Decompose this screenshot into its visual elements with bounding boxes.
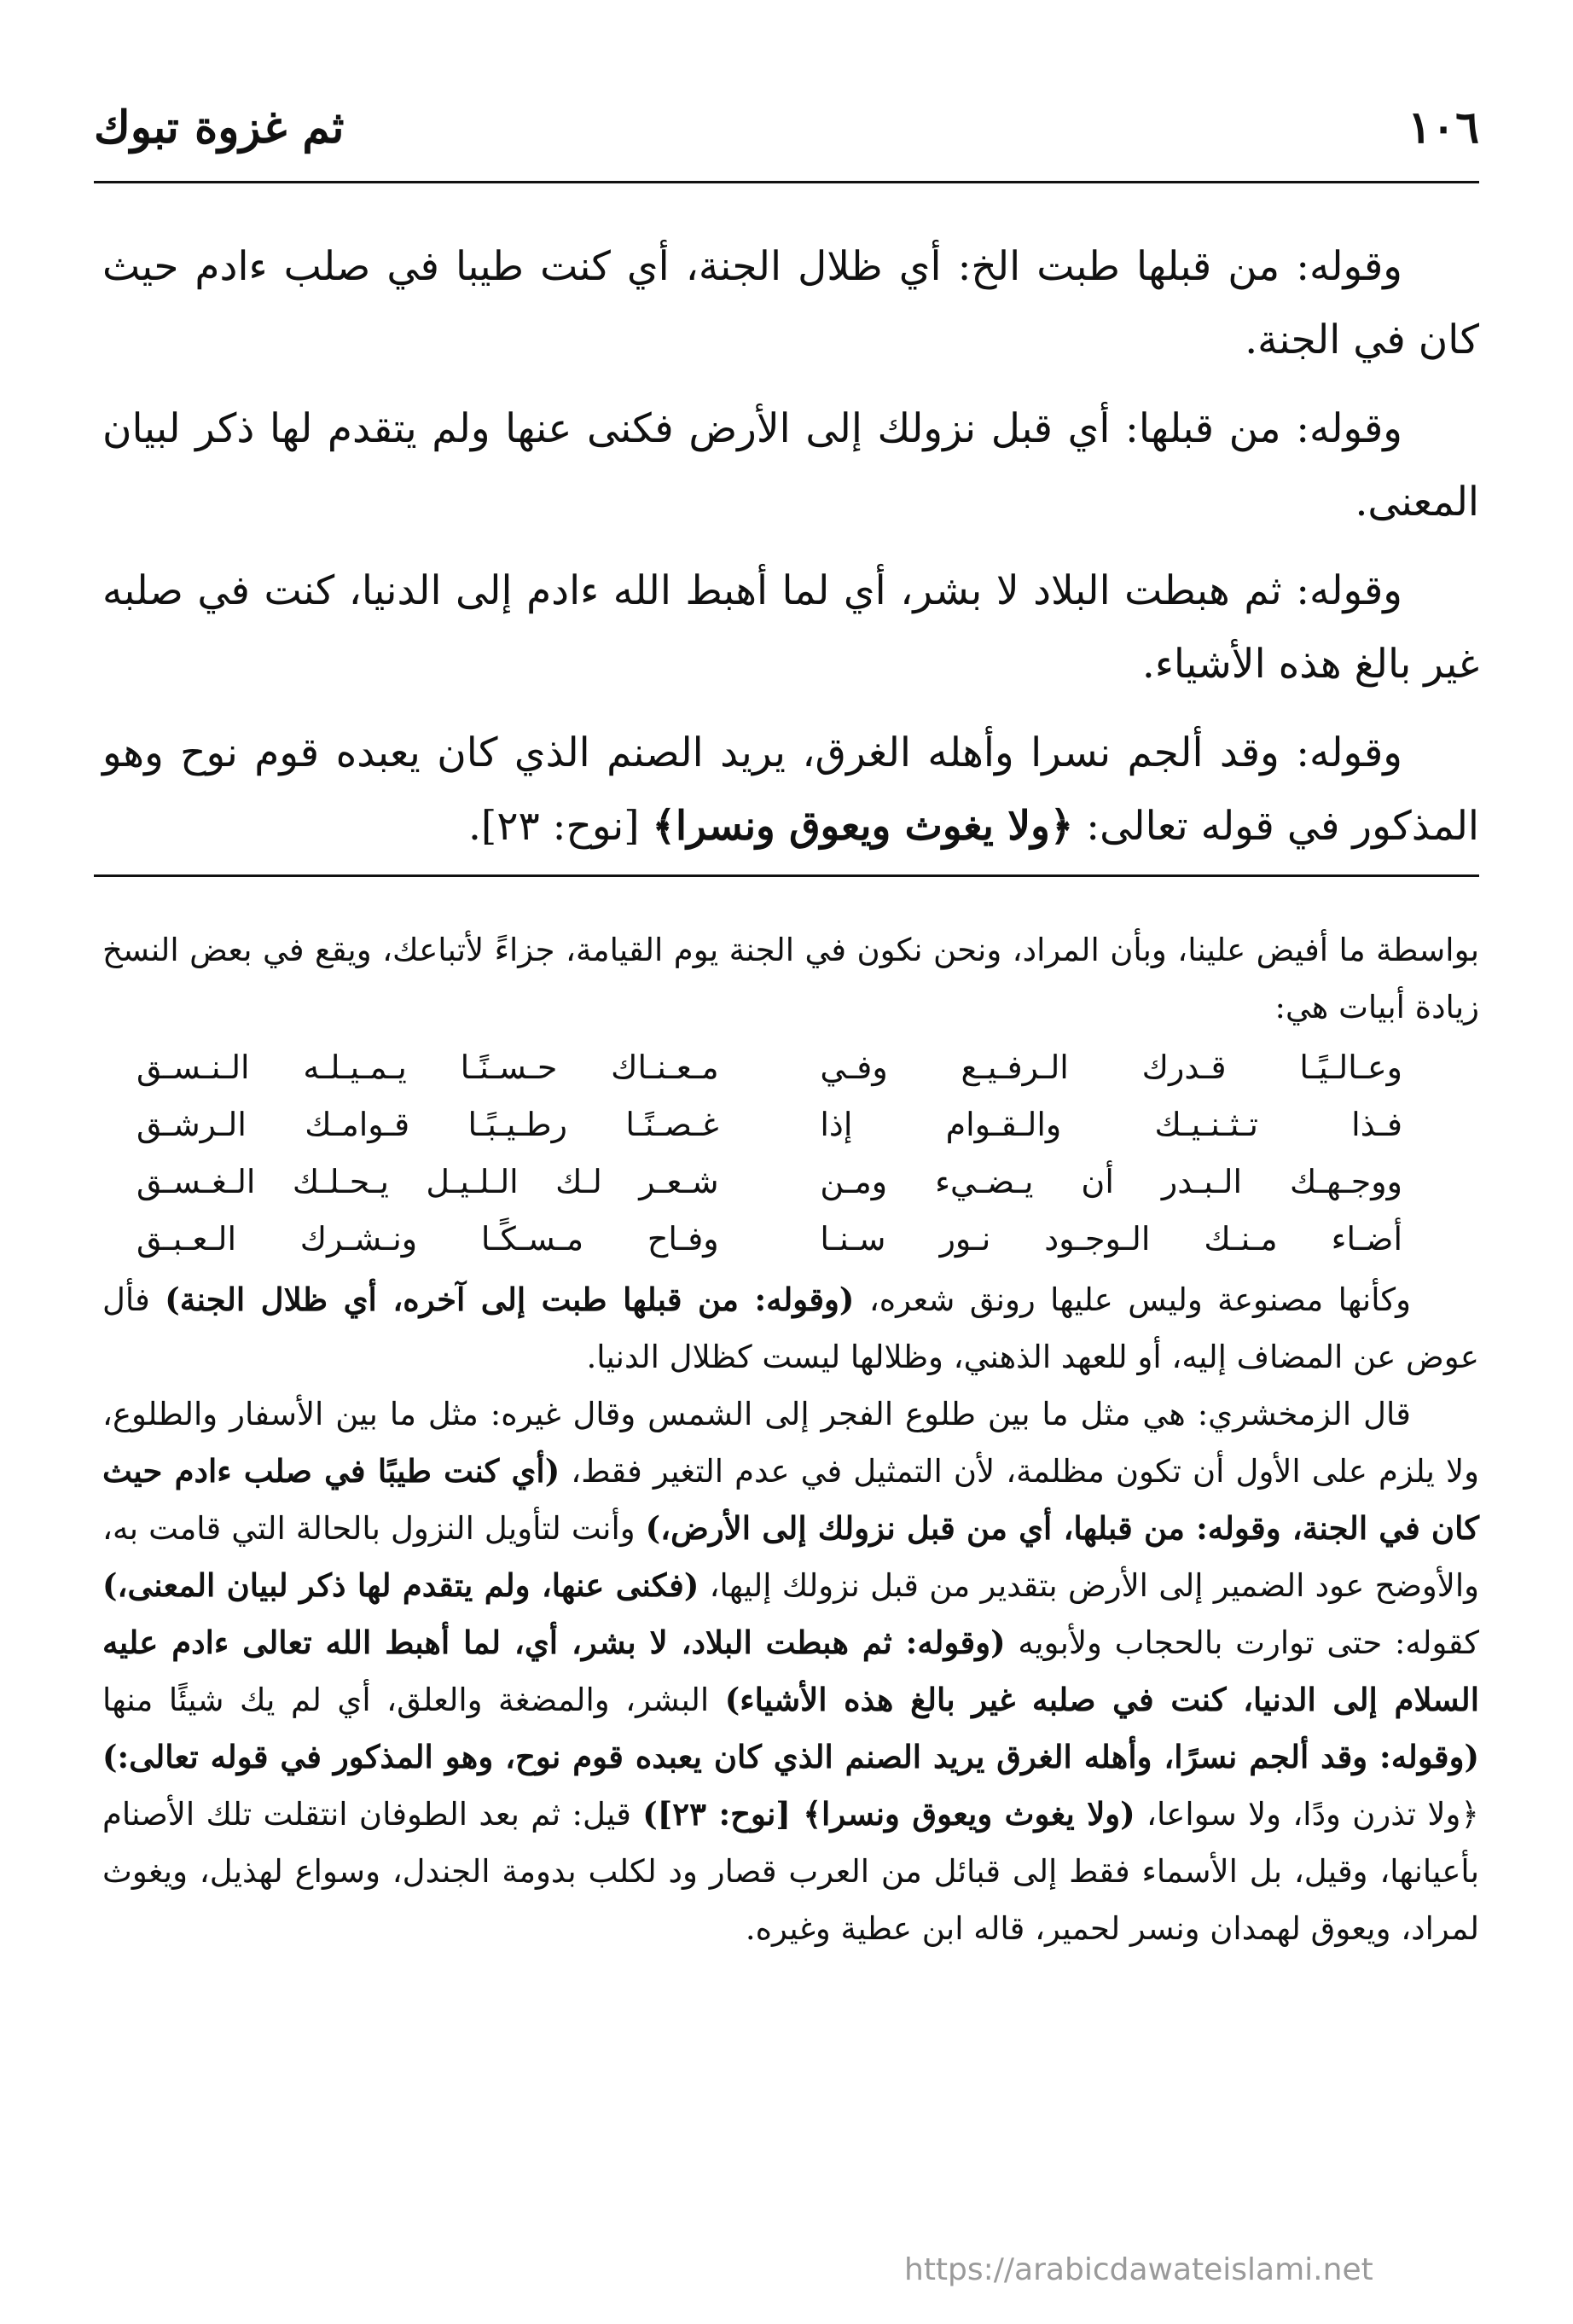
commentary-text: قال الزمخشري: هي مثل ما بين طلوع الفجر إلى الشمس وقال غيره: مثل ما بين الأسفار والطلوع، ولا يلزم على الأول أن تكون مظلمة، لأن التمثيل في عدم التغير فقط، (102, 1396, 1480, 1490)
commentary-paragraph-3 (102, 1386, 1479, 1957)
commentary-text: البشر، والمضغة والعلق، أي لم يك شيئًا منها (102, 1682, 725, 1718)
commentary-intro: بواسطة ما أفيض علينا، وبأن المراد، ونحن نكون في الجنة يوم القيامة، جزاءً لأتباعك، ويقع في بعض النسخ زيادة أبيات هي: (102, 932, 1479, 1025)
main-paragraph-3: وقوله: ثم هبطت البلاد لا بشر، أي لما أهبط الله ءادم إلى الدنيا، كنت في صلبه غير بالغ هذه الأشياء. (102, 567, 1479, 688)
commentary-quote: (وقوله: وقد ألجم نسرًا، وأهله الغرق يريد الصنم الذي كان يعبده قوم نوح، وهو المذكور في قوله تعالى:) (102, 1738, 1479, 1775)
commentary-text: كقوله: حتى توارت بالحجاب ولأبويه (1005, 1624, 1479, 1661)
verse-second-hemistich: شـعـر لـك الـلـيـل يـحـلـك الـغـسـق (136, 1163, 719, 1200)
verse-second-hemistich: وفـاح مـسـكًـا ونـشـرك الـعـبـق (136, 1220, 719, 1258)
verse-first-hemistich: وعـالـيًـا قـدرك الـرفـيـع وفـي (820, 1049, 1402, 1086)
commentary-text: وأنت لتأويل النزول بالحالة التي قامت به، والأوضح عود الضمير إلى الأرض بتقدير من قبل نزولك إليها، (102, 1510, 1479, 1604)
page-number: ١٠٦ (1408, 102, 1479, 154)
verse-second-hemistich: مـعـنـاك حـسـنًـا يـمـيـلـه الـنـسـق (136, 1049, 719, 1086)
verse-first-hemistich: ووجـهـك الـبـدر أن يـضـيء ومـن (820, 1163, 1402, 1200)
main-paragraph-4-text: وقوله: وقد ألجم نسرا وأهله الغرق، يريد الصنم الذي كان يعبده قوم نوح وهو المذكور في قوله تعالى: (102, 729, 1479, 850)
page-header (94, 94, 1479, 171)
header-rule (94, 181, 1479, 183)
commentary-quote: (ولا يغوث ويعوق ونسرا﴾ [نوح: ٢٣]) (642, 1795, 1135, 1833)
commentary-quote: (أي كنت طيبًا في صلب ءادم حيث كان في الجنة، وقوله: من قبلها، أي من قبل نزولك إلى الأرض،) (102, 1452, 1479, 1547)
verse-line (136, 1211, 1402, 1268)
watermark-url: https://arabicdawateislami.net (904, 2252, 1373, 2287)
verse-second-hemistich: غـصـنًـا رطـيـبًـا قـوامـك الـرشـق (136, 1106, 719, 1143)
commentary-text: ﴿ولا تذرن ودًا، ولا سواعا، (1135, 1796, 1479, 1833)
verse-line (136, 1096, 1402, 1153)
main-paragraph-2: وقوله: من قبلها: أي قبل نزولك إلى الأرض فكنى عنها ولم يتقدم لها ذكر لبيان المعنى. (102, 405, 1479, 526)
verse-first-hemistich: فـذا تـثـنـيـك والـقـوام إذا (820, 1106, 1402, 1143)
main-paragraph-4 (102, 717, 1479, 863)
main-paragraph-1: وقوله: من قبلها طبت الخ: أي ظلال الجنة، أي كنت طيبا في صلب ءادم حيث كان في الجنة. (102, 243, 1479, 363)
main-text (102, 230, 1479, 879)
quran-verse: ﴿ولا يغوث ويعوق ونسرا﴾ (652, 803, 1074, 850)
commentary (102, 921, 1479, 1957)
commentary-quote: (فكنى عنها، ولم يتقدم لها ذكر لبيان المعنى،) (102, 1566, 699, 1604)
footnote-rule (94, 874, 1479, 877)
verse-first-hemistich: أضـاء مـنـك الـوجـود نـور سـنـا (820, 1220, 1402, 1258)
poem-verses (136, 1039, 1402, 1268)
verse-line (136, 1039, 1402, 1096)
running-title: ثم غزوة تبوك (94, 102, 345, 154)
verse-reference: [نوح: ٢٣]. (467, 803, 653, 850)
commentary-quote: (وقوله: ثم هبطت البلاد، لا بشر، أي، لما أهبط الله تعالى ءادم عليه السلام إلى الدنيا، كنت في صلبه غير بالغ هذه الأشياء) (102, 1624, 1479, 1718)
commentary-text: قيل: ثم بعد الطوفان انتقلت تلك الأصنام بأعيانها، وقيل، بل الأسماء فقط إلى قبائل من العرب قصار ود لكلب بدومة الجندل، وسواع لهذيل، ويغوث لمراد، ويعوق لهمدان ونسر لحمير، قاله ابن عطية وغيره. (102, 1796, 1479, 1947)
commentary-quote: (وقوله: من قبلها طبت إلى آخره، أي ظلال الجنة) (165, 1281, 855, 1318)
commentary-text: فأل عوض عن المضاف إليه، أو للعهد الذهني، وظلالها ليست كظلال الدنيا. (102, 1281, 1479, 1375)
commentary-paragraph-2 (102, 1271, 1479, 1386)
verse-line (136, 1153, 1402, 1211)
commentary-text: وكأنها مصنوعة وليس عليها رونق شعره، (854, 1281, 1411, 1318)
